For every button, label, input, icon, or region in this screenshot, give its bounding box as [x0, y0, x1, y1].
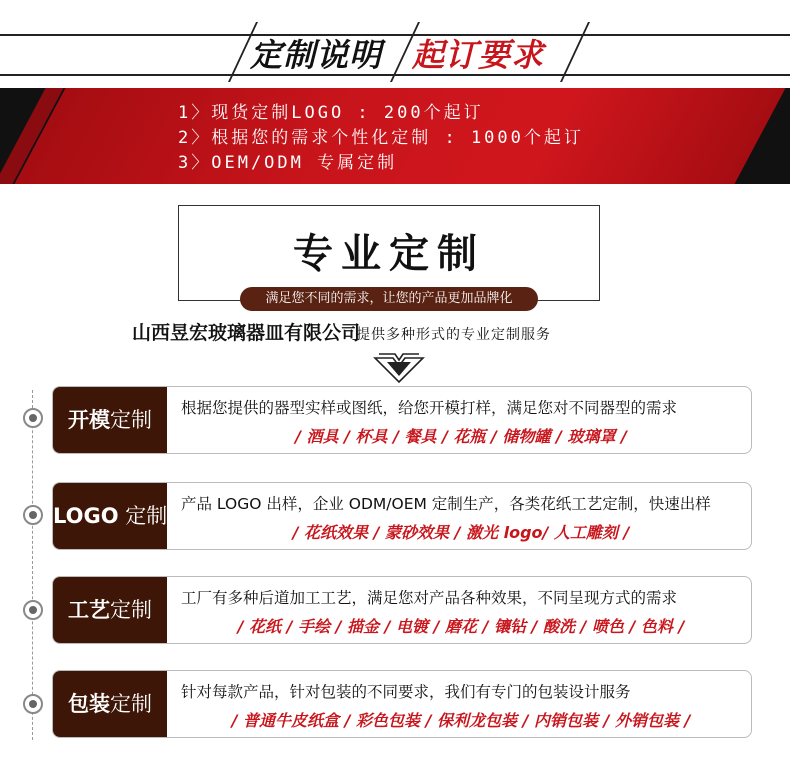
moq-list [178, 101, 584, 176]
card-packaging-customization [52, 670, 752, 738]
target-dot-icon [23, 600, 43, 620]
header-title-moq: 起订要求 [412, 36, 545, 74]
card-description: 产品 LOGO 出样，企业 ODM/OEM 定制生产，各类花纸工艺定制，快速出样 [181, 495, 711, 513]
card-description: 工厂有多种后道加工工艺，满足您对产品各种效果，不同呈现方式的需求 [181, 589, 678, 607]
moq-line: 2〉根据您的需求个性化定制 : 1000个起订 [178, 128, 584, 148]
card-description: 针对每款产品，针对包装的不同要求，我们有专门的包装设计服务 [181, 683, 631, 701]
card-label-bold: LOGO [53, 504, 119, 528]
company-name: 山西昱宏玻璃器皿有限公司 [132, 322, 361, 344]
header-title-customization: 定制说明 [250, 36, 383, 74]
swoosh-down-arrow-icon [373, 350, 425, 384]
card-description: 根据您提供的器型实样或图纸，给您开模打样，满足您对不同器型的需求 [181, 399, 678, 417]
card-tags: / 花纸 / 手绘 / 描金 / 电镀 / 磨花 / 镶钻 / 酸洗 / 喷色 / 色料 / [237, 617, 685, 636]
card-tags: / 花纸效果 / 蒙砂效果 / 激光 logo/ 人工雕刻 / [292, 523, 630, 542]
timeline-line [32, 390, 33, 740]
card-label [53, 577, 167, 643]
target-dot-icon [23, 408, 43, 428]
card-label-rest: 定制 [110, 598, 152, 622]
card-label [53, 483, 167, 549]
card-label-rest: 定制 [110, 408, 152, 432]
card-label-bold: 工艺 [68, 598, 110, 622]
pro-badge: 满足您不同的需求，让您的产品更加品牌化 [240, 287, 538, 311]
card-label-rest: 定制 [118, 504, 168, 528]
header-divider-top [0, 34, 790, 36]
card-label-bold: 开模 [68, 408, 110, 432]
card-tags: / 酒具 / 杯具 / 餐具 / 花瓶 / 储物罐 / 玻璃罩 / [295, 427, 627, 446]
card-tags: / 普通牛皮纸盒 / 彩色包装 / 保利龙包装 / 内销包装 / 外销包装 / [231, 711, 691, 730]
card-logo-customization [52, 482, 752, 550]
card-label-rest: 定制 [110, 692, 152, 716]
card-label [53, 387, 167, 453]
card-label-bold: 包装 [68, 692, 110, 716]
card-label [53, 671, 167, 737]
target-dot-icon [23, 694, 43, 714]
target-dot-icon [23, 505, 43, 525]
company-service: 提供多种形式的专业定制服务 [356, 327, 552, 343]
card-mold-customization [52, 386, 752, 454]
company-row [132, 318, 551, 345]
card-craft-customization [52, 576, 752, 644]
moq-line: 1〉现货定制LOGO : 200个起订 [178, 103, 484, 123]
pro-title: 专业定制 [293, 231, 485, 277]
moq-line: 3〉OEM/ODM 专属定制 [178, 153, 398, 173]
